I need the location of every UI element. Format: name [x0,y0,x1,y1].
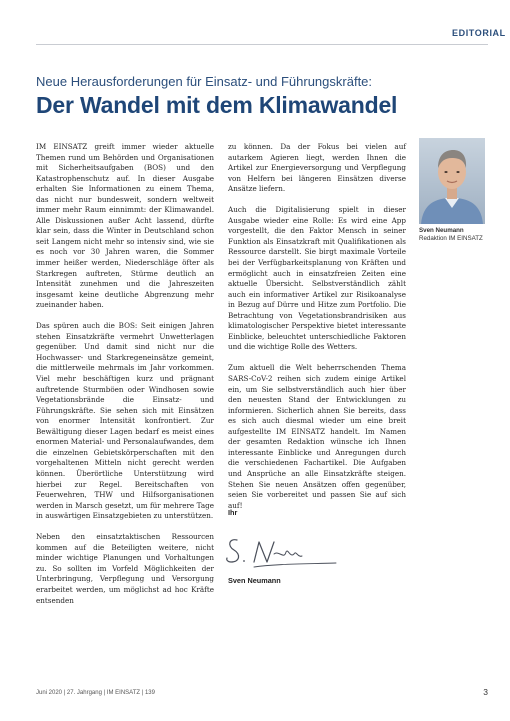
paragraph: Auch die Digitalisierung spielt in dieser Ausgabe wieder eine Rolle: Es wird eine App vorgestellt, die den Faktor Mensch in seiner Funktion als Einsatzkraft mit Qualifikationen als Ressource darstellt. Sie birgt maximale Vorteile bei der Verfügbarkeitsplanung von Kräften und ermöglicht auch in einsatzfreien Zeiten eine aktuelle Übersicht. Selbstverständlich zählt auch ein informativer Artikel zur Risikoanalyse in Bezug auf Dürre und Hitze zum Portfolio. Die Betrachtung von Vegetationsbrandrisiken aus klimatologischer Perspektive bietet interessante Einblicke, beleuchtet unterschiedliche Faktoren und die wichtige Rolle des Wetters. [228,205,406,352]
author-photo [419,138,485,224]
closing-greeting: Ihr [228,508,238,517]
text-column-1 [36,142,214,617]
footer-issue: Juni 2020 | 27. Jahrgang | IM EINSATZ | 139 [36,690,155,696]
paragraph: Das spüren auch die BOS: Seit einigen Jahren stehen Einsatzkräfte vermehrt Unwetterlagen gegenüber. Und damit sind nicht nur die Hochwasser- und Starkregeneinsätze gemeint, die mittlerweile mehrmals im Jahr vorkommen. Viel mehr beschäftigen kurz und prägnant auftretende Sturmböen oder Windhosen sowie Vegetationsbrände die Einsatz- und Führungskräfte. Sie sehen sich mit Einsätzen von enormer Intensität konfrontiert. Zur Bewältigung dieser Lagen bedarf es meist eines enormen Material- und Personalaufwandes, dem die einzelnen Gebietskörperschaften mit den vorgehaltenen Mitteln nicht gerecht werden können. Überörtliche Unterstützung wird hierbei zur Regel. Bereitschaften von Feuerwehren, THW und Hilfsorganisationen werden in Marsch gesetzt, um für mehrere Tage in auswärtigen Einsatzgebieten zu unterstützen. [36,321,214,521]
section-rule [36,44,488,45]
section-label: EDITORIAL [452,28,506,38]
signature [224,530,339,572]
signer-name: Sven Neumann [228,576,281,585]
text-column-2 [228,142,406,522]
paragraph: Zum aktuell die Welt beherrschenden Thema SARS-CoV-2 reihen sich zudem einige Artikel ein, um Sie selbstverständlich auch hier über den neuesten Stand der Entwicklungen zu informieren. Sicherlich ahnen Sie bereits, dass es sich auch diesmal wieder um eine breit aufgestellte IM EINSATZ handelt. Im Namen der gesamten Redaktion wünsche ich Ihnen interessante Einblicke und Anregungen durch die verschiedenen Fachartikel. Die Aufgaben und Ansprüche an alle Einsatzkräfte steigen. Stehen Sie neuen Ansätzen offen gegenüber, seien Sie vorbereitet und passen Sie auf sich auf! [228,363,406,510]
author-role: Redaktion IM EINSATZ [419,235,483,242]
paragraph: Neben den einsatztaktischen Ressourcen kommen auf die Beteiligten weitere, nicht minder wichtige Planungen und Vorhaltungen zu. So sollten im Vorfeld Möglichkeiten der Unterbringung, Verpflegung und Versorgung erarbeitet werden, um möglichst ad hoc Kräfte entsenden [36,532,214,605]
author-name: Sven Neumann [419,227,464,234]
article-title: Der Wandel mit dem Klimawandel [36,92,398,118]
article-kicker: Neue Herausforderungen für Einsatz- und Führungskräfte: [36,74,373,89]
photo-caption [419,227,483,243]
paragraph: zu können. Da der Fokus bei vielen auf autarkem Agieren liegt, werden Ihnen die Artikel zur Energieversorgung und Verpflegung von Helfern bei längeren Einsätzen diverse Ansätze liefern. [228,142,406,194]
page-number: 3 [483,687,488,697]
paragraph: IM EINSATZ greift immer wieder aktuelle Themen rund um Behörden und Organisationen mit Sicherheitsaufgaben (BOS) und den Katastrophenschutz auf. In dieser Ausgabe erhalten Sie Informationen zu einem Thema, das nicht nur bundesweit, sondern weltweit immer mehr Raum einnimmt: der Klimawandel. Alle Diskussionen außer Acht lassend, dürfte klar sein, dass die Winter in Deutschland schon seit Langem nicht mehr so intensiv sind, wie sie es noch vor 30 Jahren waren, die Sommer immer heißer werden, Niederschläge öfter als Starkregen auftreten, Stürme deutlich an Intensität zunehmen und die Jahreszeiten insgesamt keine deutliche Abgrenzung mehr zueinander haben. [36,142,214,310]
